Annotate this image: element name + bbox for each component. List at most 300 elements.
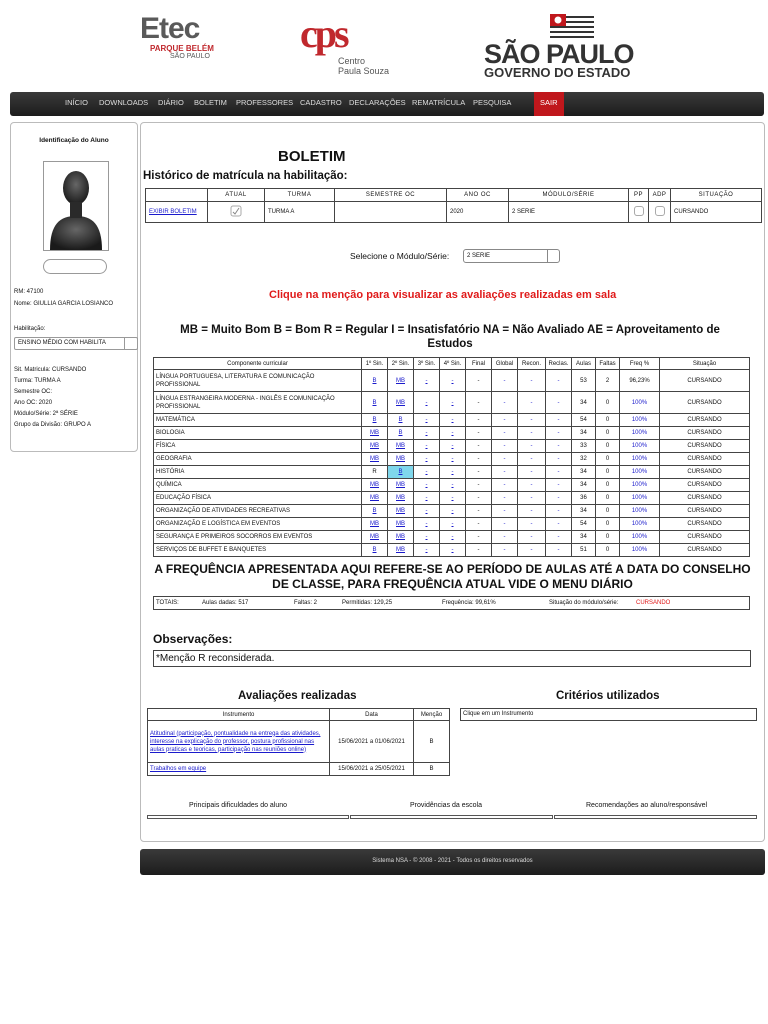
nav-pesquisa[interactable]: PESQUISA <box>473 98 512 107</box>
grade-component: SERVIÇOS DE BUFFET E BANQUETES <box>154 544 362 557</box>
grade-sin1[interactable] <box>362 414 388 427</box>
totals-faltas: Faltas: 2 <box>294 600 318 606</box>
grade-final: - <box>466 492 492 505</box>
grade-sin3[interactable] <box>414 544 440 557</box>
grade-reclas: - <box>546 518 572 531</box>
grade-mencao-link[interactable]: MB <box>370 495 379 501</box>
grade-sin3[interactable] <box>414 427 440 440</box>
grade-empty-link[interactable]: - <box>425 521 428 527</box>
grade-sin3[interactable] <box>414 531 440 544</box>
grade-sin4[interactable] <box>440 440 466 453</box>
grade-mencao-link[interactable]: MB <box>370 456 379 462</box>
grade-reclas: - <box>546 492 572 505</box>
grade-empty-link[interactable]: - <box>425 482 428 488</box>
totals-bar <box>153 596 750 610</box>
nav-cadastro[interactable]: CADASTRO <box>300 98 342 107</box>
cps-logo <box>300 12 400 82</box>
grades-header: Recon. <box>518 358 546 370</box>
grade-component: GEOGRAFIA <box>154 453 362 466</box>
grade-mencao-link[interactable]: MB <box>370 430 379 436</box>
grade-recon: - <box>518 531 546 544</box>
grade-mencao-link[interactable]: R <box>372 469 377 475</box>
grade-empty-link[interactable]: - <box>425 443 428 449</box>
grade-sin3[interactable] <box>414 518 440 531</box>
student-rm: RM: 47100 <box>14 289 44 295</box>
grade-mencao-link[interactable]: B <box>372 377 377 384</box>
checked-icon <box>230 205 242 217</box>
grade-recon: - <box>518 492 546 505</box>
history-header-blank <box>146 189 208 202</box>
grades-header: Faltas <box>596 358 620 370</box>
grade-sin3[interactable] <box>414 466 440 479</box>
main-nav <box>10 92 764 116</box>
student-ano: Ano OC: 2020 <box>14 400 53 406</box>
grade-global: - <box>492 544 518 557</box>
nav-inicio[interactable]: INÍCIO <box>65 98 88 107</box>
grade-empty-link[interactable]: - <box>425 534 428 540</box>
grade-recon: - <box>518 505 546 518</box>
grade-mencao-link[interactable]: MB <box>396 443 405 449</box>
grade-mencao-link[interactable]: B <box>398 469 403 475</box>
grade-sin2[interactable] <box>388 531 414 544</box>
exibir-boletim-link[interactable]: EXIBIR BOLETIM <box>149 209 197 215</box>
sao-paulo-logo <box>480 14 640 84</box>
grade-aulas: 54 <box>572 518 596 531</box>
grade-mencao-link[interactable]: B <box>372 508 377 514</box>
photo-button[interactable] <box>43 259 107 274</box>
grade-faltas: 0 <box>596 414 620 427</box>
student-turma: Turma: TURMA A <box>14 378 61 384</box>
table-row <box>154 392 750 414</box>
grade-situacao: CURSANDO <box>660 544 750 557</box>
grade-sin1[interactable] <box>362 492 388 505</box>
grade-mencao-link[interactable]: B <box>372 417 377 423</box>
grade-component: BIOLOGIA <box>154 427 362 440</box>
grade-empty-link[interactable]: - <box>451 399 454 406</box>
grade-sin1[interactable] <box>362 427 388 440</box>
table-row <box>154 427 750 440</box>
grade-sin3[interactable] <box>414 505 440 518</box>
assessment-instrument-link[interactable]: Atitudinal (participação, pontualidade na entrega das atividades, interesse na explicação do professor, postura profissional nas aulas praticas e teoricas, participação nas reuniões online) <box>150 730 321 753</box>
grade-component: SEGURANÇA E PRIMEIROS SOCORROS EM EVENTOS <box>154 531 362 544</box>
grade-recon: - <box>518 427 546 440</box>
grade-empty-link[interactable]: - <box>451 495 454 501</box>
grade-aulas: 34 <box>572 392 596 414</box>
grade-mencao-link[interactable]: B <box>398 417 403 423</box>
grade-final: - <box>466 440 492 453</box>
grade-empty-link[interactable]: - <box>451 443 454 449</box>
grades-header: Situação <box>660 358 750 370</box>
history-header: ANO OC <box>447 189 509 202</box>
grade-situacao: CURSANDO <box>660 466 750 479</box>
etec-logo-line2: SÃO PAULO <box>170 53 210 60</box>
grade-sin4[interactable] <box>440 427 466 440</box>
grade-freq: 100% <box>620 518 660 531</box>
history-modulo: 2 SERIE <box>509 202 629 223</box>
grade-situacao: CURSANDO <box>660 440 750 453</box>
nav-declaracoes[interactable]: DECLARAÇÕES <box>349 98 406 107</box>
grade-sin4[interactable] <box>440 392 466 414</box>
grade-component: MATEMÁTICA <box>154 414 362 427</box>
grade-sin3[interactable] <box>414 453 440 466</box>
grade-aulas: 34 <box>572 427 596 440</box>
grade-sin2[interactable] <box>388 466 414 479</box>
grade-freq: 100% <box>620 440 660 453</box>
grade-mencao-link[interactable]: MB <box>370 521 379 527</box>
grade-empty-link[interactable]: - <box>451 417 454 423</box>
grade-global: - <box>492 427 518 440</box>
grade-mencao-link[interactable]: MB <box>396 521 405 527</box>
student-panel <box>10 122 138 452</box>
grade-empty-link[interactable]: - <box>425 456 428 462</box>
grade-sin3[interactable] <box>414 370 440 392</box>
grade-empty-link[interactable]: - <box>425 417 428 423</box>
grade-final: - <box>466 505 492 518</box>
table-row <box>154 531 750 544</box>
avatar <box>43 161 109 251</box>
grade-aulas: 34 <box>572 531 596 544</box>
grade-mencao-link[interactable]: MB <box>370 482 379 488</box>
nav-diario[interactable]: DIÁRIO <box>158 98 184 107</box>
grade-empty-link[interactable]: - <box>425 547 428 553</box>
grade-sin2[interactable] <box>388 544 414 557</box>
sp-logo-line2: GOVERNO DO ESTADO <box>484 65 631 80</box>
grade-freq: 100% <box>620 479 660 492</box>
history-header: SITUAÇÃO <box>671 189 762 202</box>
grade-mencao-link[interactable]: MB <box>396 456 405 462</box>
grades-header: Reclas. <box>546 358 572 370</box>
module-select[interactable] <box>463 249 560 263</box>
grade-sin4[interactable] <box>440 531 466 544</box>
chevron-down-icon <box>124 337 137 350</box>
grade-faltas: 0 <box>596 440 620 453</box>
totals-permitidas: Permitidas: 129,25 <box>342 600 393 606</box>
grade-sin2[interactable] <box>388 518 414 531</box>
grade-component: ORGANIZAÇÃO DE ATIVIDADES RECREATIVAS <box>154 505 362 518</box>
grade-faltas: 0 <box>596 544 620 557</box>
grade-reclas: - <box>546 440 572 453</box>
grade-empty-link[interactable]: - <box>425 469 428 475</box>
grade-empty-link[interactable]: - <box>451 430 454 436</box>
grade-empty-link[interactable]: - <box>451 482 454 488</box>
grade-sin2[interactable] <box>388 427 414 440</box>
grade-final: - <box>466 427 492 440</box>
student-modulo: Módulo/Série: 2ª SÉRIE <box>14 411 78 417</box>
grade-aulas: 33 <box>572 440 596 453</box>
pp-checkbox[interactable] <box>634 206 644 216</box>
grade-sin2[interactable] <box>388 492 414 505</box>
assessment-mencao: B <box>414 721 450 763</box>
recomendacoes-label: Recomendações ao aluno/responsável <box>586 802 708 809</box>
grade-mencao-link[interactable]: MB <box>396 377 405 384</box>
grade-situacao: CURSANDO <box>660 453 750 466</box>
grade-reclas: - <box>546 427 572 440</box>
grade-freq: 96,23% <box>620 370 660 392</box>
grade-empty-link[interactable]: - <box>451 534 454 540</box>
grade-faltas: 0 <box>596 492 620 505</box>
grade-faltas: 0 <box>596 427 620 440</box>
student-semestre: Semestre OC: <box>14 389 53 395</box>
adp-checkbox[interactable] <box>655 206 665 216</box>
grade-aulas: 54 <box>572 414 596 427</box>
grade-recon: - <box>518 466 546 479</box>
history-title: Histórico de matrícula na habilitação: <box>143 170 348 182</box>
grade-faltas: 0 <box>596 479 620 492</box>
grade-component: LÍNGUA PORTUGUESA, LITERATURA E COMUNICAÇÃO PROFISSIONAL <box>154 370 362 392</box>
grade-faltas: 0 <box>596 531 620 544</box>
grade-sin2[interactable] <box>388 479 414 492</box>
table-row <box>154 440 750 453</box>
grade-empty-link[interactable]: - <box>451 521 454 527</box>
assessments-header: Instrumento <box>148 709 330 721</box>
assessment-instrument-link[interactable]: Trabalhos em equipe <box>150 766 207 772</box>
table-row <box>154 370 750 392</box>
nav-sair-button[interactable]: SAIR <box>534 92 564 116</box>
sp-logo-line1: SÃO PAULO <box>484 39 634 69</box>
habilitacao-select[interactable] <box>14 337 138 350</box>
grade-recon: - <box>518 414 546 427</box>
grade-empty-link[interactable]: - <box>425 495 428 501</box>
grade-sin1[interactable] <box>362 531 388 544</box>
table-row <box>154 505 750 518</box>
grade-sin2[interactable] <box>388 392 414 414</box>
grade-sin4[interactable] <box>440 414 466 427</box>
grade-final: - <box>466 370 492 392</box>
grades-header: Aulas <box>572 358 596 370</box>
grade-reclas: - <box>546 392 572 414</box>
history-header: TURMA <box>265 189 335 202</box>
grade-final: - <box>466 392 492 414</box>
nav-rematricula[interactable]: REMATRÍCULA <box>412 98 466 107</box>
grade-sin4[interactable] <box>440 505 466 518</box>
grades-header: 3º Sin. <box>414 358 440 370</box>
grade-sin3[interactable] <box>414 392 440 414</box>
observations-title: Observações: <box>153 632 233 646</box>
grade-sin1[interactable] <box>362 392 388 414</box>
grade-faltas: 0 <box>596 466 620 479</box>
grade-freq: 100% <box>620 544 660 557</box>
grade-sin1[interactable] <box>362 505 388 518</box>
grade-mencao-link[interactable]: B <box>398 430 403 436</box>
grade-sin2[interactable] <box>388 414 414 427</box>
grade-freq: 100% <box>620 492 660 505</box>
etec-logo-text: Etec <box>140 12 200 45</box>
table-row <box>154 544 750 557</box>
grade-sin4[interactable] <box>440 518 466 531</box>
grade-recon: - <box>518 392 546 414</box>
table-row <box>154 453 750 466</box>
history-ano: 2020 <box>447 202 509 223</box>
grade-sin4[interactable] <box>440 544 466 557</box>
grade-sin1[interactable] <box>362 370 388 392</box>
grade-recon: - <box>518 518 546 531</box>
nav-boletim[interactable]: BOLETIM <box>194 98 227 107</box>
grade-aulas: 34 <box>572 505 596 518</box>
grade-sin3[interactable] <box>414 440 440 453</box>
grade-final: - <box>466 466 492 479</box>
grade-sin1[interactable] <box>362 453 388 466</box>
student-panel-title: Identificação do Aluno <box>39 137 109 144</box>
grade-sin1[interactable] <box>362 479 388 492</box>
grade-mencao-link[interactable]: MB <box>396 495 405 501</box>
grade-global: - <box>492 440 518 453</box>
grade-empty-link[interactable]: - <box>451 456 454 462</box>
assessments-header: Data <box>330 709 414 721</box>
grade-sin4[interactable] <box>440 453 466 466</box>
grade-aulas: 53 <box>572 370 596 392</box>
grade-mencao-link[interactable]: MB <box>396 399 405 406</box>
grade-situacao: CURSANDO <box>660 479 750 492</box>
history-header: ADP <box>649 189 671 202</box>
totals-aulas: Aulas dadas: 517 <box>202 600 249 606</box>
grade-mencao-link[interactable]: MB <box>396 482 405 488</box>
grade-empty-link[interactable]: - <box>451 377 454 384</box>
grade-sin3[interactable] <box>414 479 440 492</box>
grade-reclas: - <box>546 479 572 492</box>
criteria-title: Critérios utilizados <box>556 690 660 702</box>
grade-global: - <box>492 370 518 392</box>
grade-situacao: CURSANDO <box>660 518 750 531</box>
criteria-box: Clique em um Instrumento <box>460 708 757 721</box>
grade-component: HISTÓRIA <box>154 466 362 479</box>
table-row <box>148 763 450 776</box>
grade-empty-link[interactable]: - <box>451 469 454 475</box>
table-row <box>154 492 750 505</box>
grade-recon: - <box>518 440 546 453</box>
totals-situacao-label: Situação do módulo/série: <box>549 600 619 606</box>
table-row <box>154 479 750 492</box>
cps-logo-line1: Centro <box>338 56 366 66</box>
assessment-date: 15/06/2021 a 25/05/2021 <box>330 763 414 776</box>
grade-sin3[interactable] <box>414 492 440 505</box>
totals-frequencia: Frequência: 99,61% <box>442 600 496 606</box>
nav-downloads[interactable]: DOWNLOADS <box>99 98 149 107</box>
grades-header: 4º Sin. <box>440 358 466 370</box>
assessment-date: 15/06/2021 a 01/06/2021 <box>330 721 414 763</box>
grade-aulas: 34 <box>572 479 596 492</box>
table-row <box>148 721 450 763</box>
grade-sin1[interactable] <box>362 544 388 557</box>
grade-final: - <box>466 453 492 466</box>
history-header: ATUAL <box>208 189 265 202</box>
grade-sin4[interactable] <box>440 370 466 392</box>
grade-situacao: CURSANDO <box>660 414 750 427</box>
grade-sin1[interactable] <box>362 466 388 479</box>
etec-logo-line1: PARQUE BELÉM <box>150 44 214 53</box>
grade-global: - <box>492 392 518 414</box>
grade-mencao-link[interactable]: MB <box>370 443 379 449</box>
grade-final: - <box>466 531 492 544</box>
assessments-header: Menção <box>414 709 450 721</box>
grade-sin1[interactable] <box>362 440 388 453</box>
grade-global: - <box>492 505 518 518</box>
student-grupo: Grupo da Divisão: GRUPO A <box>14 422 92 428</box>
grade-situacao: CURSANDO <box>660 370 750 392</box>
grade-global: - <box>492 518 518 531</box>
header-logos <box>0 0 768 90</box>
grade-mencao-link[interactable]: B <box>372 399 377 406</box>
grade-reclas: - <box>546 414 572 427</box>
history-header: PP <box>629 189 649 202</box>
grade-mencao-link[interactable]: MB <box>396 508 405 514</box>
grade-freq: 100% <box>620 531 660 544</box>
cps-logo-text: cps <box>300 11 347 56</box>
history-turma: TURMA A <box>265 202 335 223</box>
grade-sin4[interactable] <box>440 492 466 505</box>
grade-global: - <box>492 492 518 505</box>
grade-global: - <box>492 466 518 479</box>
nav-professores[interactable]: PROFESSORES <box>236 98 294 107</box>
grade-reclas: - <box>546 531 572 544</box>
grade-sin2[interactable] <box>388 505 414 518</box>
assessment-mencao: B <box>414 763 450 776</box>
grade-empty-link[interactable]: - <box>425 377 428 384</box>
grades-table <box>153 357 750 557</box>
providencias-box <box>350 815 553 819</box>
grade-sin2[interactable] <box>388 440 414 453</box>
grade-empty-link[interactable]: - <box>425 430 428 436</box>
grade-aulas: 51 <box>572 544 596 557</box>
grades-header: Componente curricular <box>154 358 362 370</box>
grade-recon: - <box>518 453 546 466</box>
grades-header: Global <box>492 358 518 370</box>
grade-sin3[interactable] <box>414 414 440 427</box>
grade-reclas: - <box>546 544 572 557</box>
grade-mencao-link[interactable]: MB <box>396 547 405 553</box>
footer: Sistema NSA - © 2008 - 2021 - Todos os direitos reservados <box>140 849 765 875</box>
grade-recon: - <box>518 370 546 392</box>
grade-mencao-link[interactable]: MB <box>396 534 405 540</box>
grade-freq: 100% <box>620 505 660 518</box>
grade-empty-link[interactable]: - <box>425 508 428 514</box>
grade-component: QUÍMICA <box>154 479 362 492</box>
grade-recon: - <box>518 544 546 557</box>
grade-global: - <box>492 414 518 427</box>
grade-global: - <box>492 453 518 466</box>
grade-aulas: 34 <box>572 466 596 479</box>
providencias-label: Providências da escola <box>410 802 482 809</box>
grade-sin4[interactable] <box>440 479 466 492</box>
chevron-down-icon <box>547 250 559 262</box>
grade-faltas: 0 <box>596 518 620 531</box>
dificuldades-label: Principais dificuldades do aluno <box>189 802 288 809</box>
grade-sin2[interactable] <box>388 370 414 392</box>
grade-aulas: 36 <box>572 492 596 505</box>
grade-sin2[interactable] <box>388 453 414 466</box>
grade-freq: 100% <box>620 466 660 479</box>
grade-global: - <box>492 531 518 544</box>
history-situacao: CURSANDO <box>671 202 762 223</box>
module-select-label: Selecione o Módulo/Série: <box>350 251 450 261</box>
grades-header: Freq % <box>620 358 660 370</box>
grade-situacao: CURSANDO <box>660 392 750 414</box>
grade-mencao-link[interactable]: MB <box>370 534 379 540</box>
grade-final: - <box>466 518 492 531</box>
habilitacao-label: Habilitação: <box>14 326 46 332</box>
grade-empty-link[interactable]: - <box>451 508 454 514</box>
grade-final: - <box>466 479 492 492</box>
grade-empty-link[interactable]: - <box>425 399 428 406</box>
grades-header: Final <box>466 358 492 370</box>
cps-logo-line2: Paula Souza <box>338 66 390 76</box>
grade-sin4[interactable] <box>440 466 466 479</box>
grade-empty-link[interactable]: - <box>451 547 454 553</box>
grade-reclas: - <box>546 453 572 466</box>
grade-reclas: - <box>546 466 572 479</box>
grade-mencao-link[interactable]: B <box>372 547 377 553</box>
grade-sin1[interactable] <box>362 518 388 531</box>
grades-legend: MB = Muito Bom B = Bom R = Regular I = Insatisfatório NA = Não Avaliado AE = Aproveitamento de Estudos <box>180 324 720 350</box>
